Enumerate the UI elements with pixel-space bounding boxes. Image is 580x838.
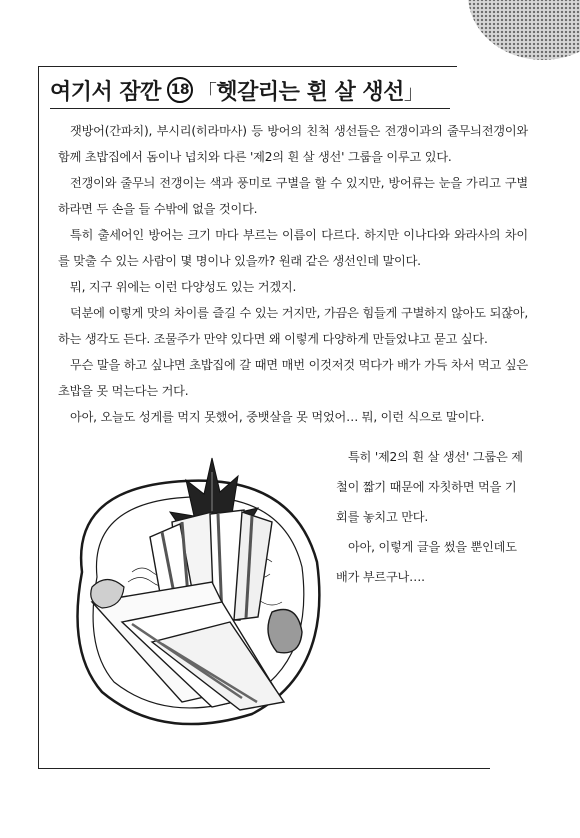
side-text bbox=[336, 442, 526, 592]
body-paragraph: 뭐, 지구 위에는 이런 다양성도 있는 거겠지. bbox=[70, 280, 297, 294]
title-text: 헷갈리는 흰 살 생선 bbox=[216, 79, 404, 105]
corner-screentone-decoration bbox=[468, 0, 580, 60]
side-paragraph: 아아, 이렇게 글을 썼을 뿐인데도 배가 부르구나…. bbox=[336, 540, 517, 584]
sashimi-plate-icon bbox=[62, 452, 332, 730]
body-paragraph: 특히 출세어인 방어는 크기 마다 부르는 이름이 다르다. 하지만 이나다와 와라사의 차이를 맞출 수 있는 사람이 몇 명이나 있을까? 원래 같은 생선인데 말이다. bbox=[58, 228, 528, 268]
body-paragraph: 아아, 오늘도 성게를 먹지 못했어, 중뱃살을 못 먹었어… 뭐, 이런 식으로 말이다. bbox=[70, 410, 485, 424]
title-open-bracket: 「 bbox=[196, 79, 217, 104]
title-number-badge: 18 bbox=[167, 77, 193, 103]
title-prefix: 여기서 잠깐 bbox=[50, 79, 161, 105]
title-close-bracket: 」 bbox=[403, 79, 424, 104]
side-paragraph: 특히 '제2의 흰 살 생선' 그룹은 제철이 짧기 때문에 자칫하면 먹을 기회를 놓치고 만다. bbox=[336, 450, 523, 524]
page-frame-bottom-rule bbox=[38, 768, 490, 769]
body-text bbox=[58, 118, 528, 430]
body-paragraph: 전갱이와 줄무늬 전갱이는 색과 풍미로 구별을 할 수 있지만, 방어류는 눈을 가리고 구별하라면 두 손을 들 수밖에 없을 것이다. bbox=[58, 176, 528, 216]
body-paragraph: 잿방어(간파치), 부시리(히라마사) 등 방어의 친척 생선들은 전갱이과의 줄무늬전갱이와 함께 초밥집에서 돔이나 넙치와 다른 '제2의 흰 살 생선' 그룹을 이루고 있다. bbox=[58, 124, 528, 164]
section-title bbox=[50, 70, 450, 110]
title-underline bbox=[50, 108, 450, 109]
body-paragraph: 무슨 말을 하고 싶냐면 초밥집에 갈 때면 매번 이것저것 먹다가 배가 가득 차서 먹고 싶은 초밥을 못 먹는다는 거다. bbox=[58, 358, 528, 398]
body-paragraph: 덕분에 이렇게 맛의 차이를 즐길 수 있는 거지만, 가끔은 힘들게 구별하지 않아도 되잖아, 하는 생각도 든다. 조물주가 만약 있다면 왜 이렇게 다양하게 만들었냐고 묻고 싶다. bbox=[58, 306, 528, 346]
